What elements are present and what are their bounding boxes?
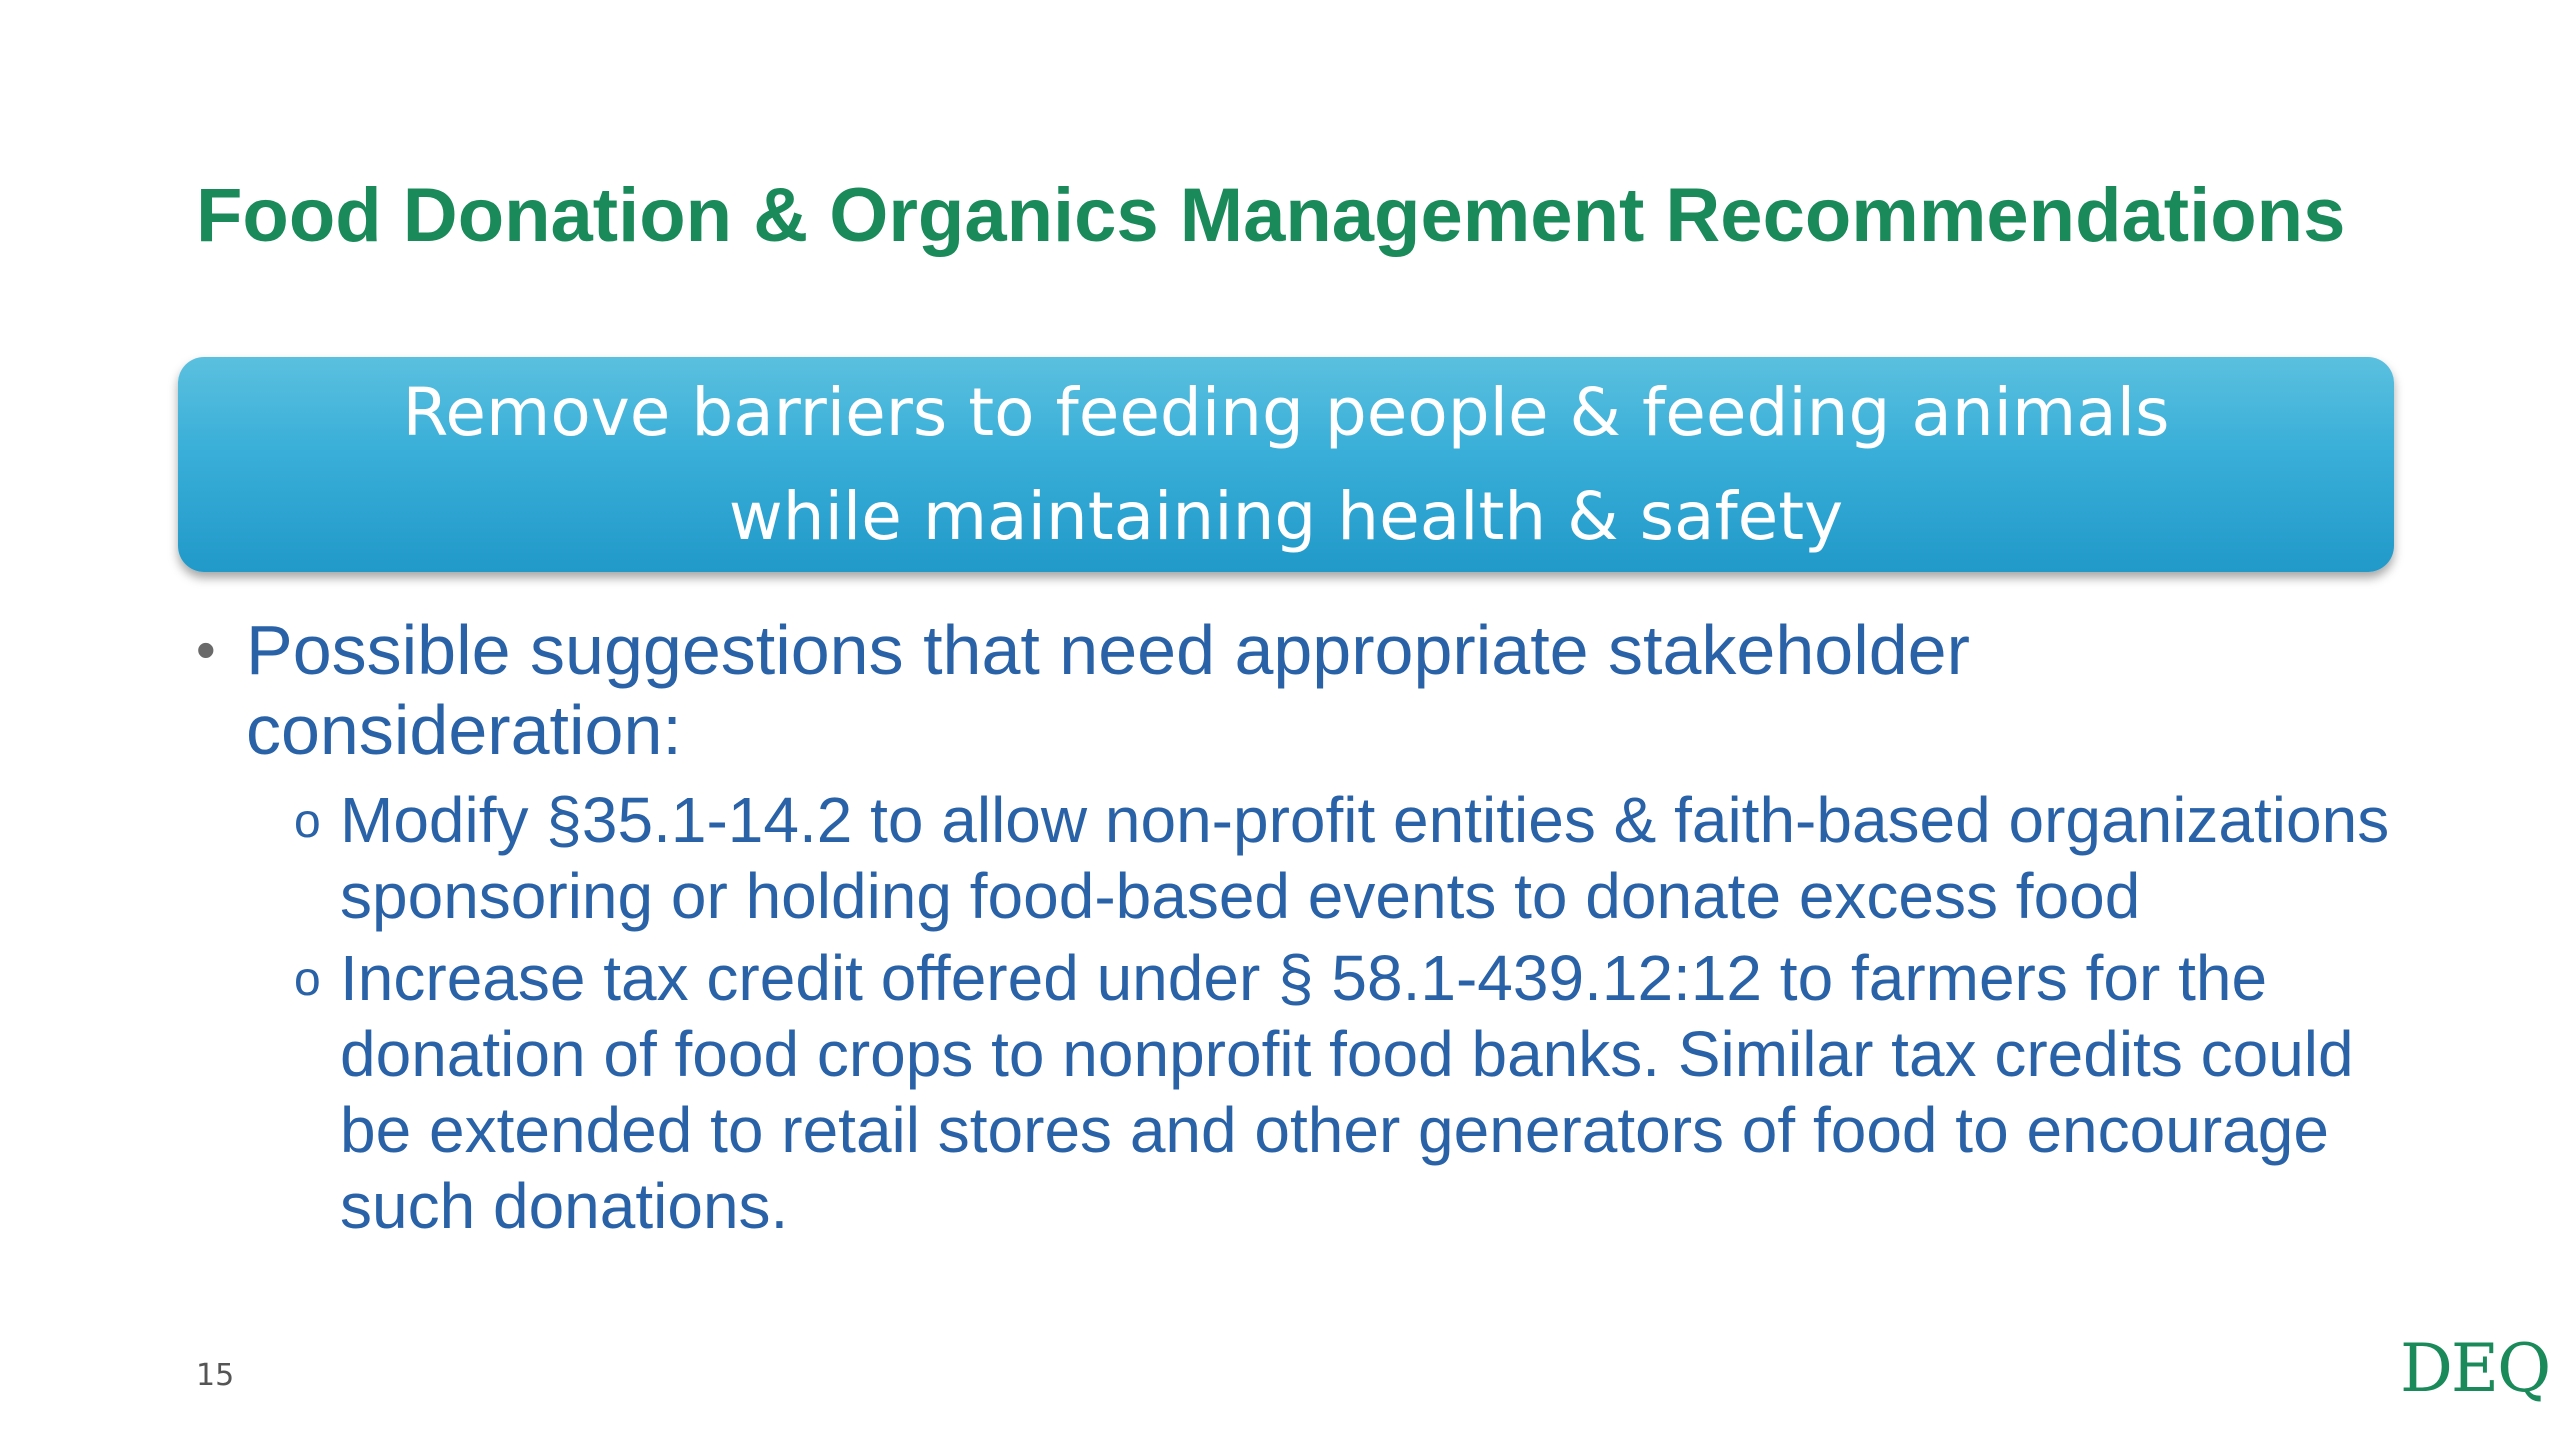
bullet-list — [190, 610, 2410, 1250]
banner-line-1: Remove barriers to feeding people & feeding animals — [402, 373, 2170, 451]
slide-title: Food Donation & Organics Management Recommendations — [196, 173, 2346, 258]
circle-bullet-icon: o — [294, 795, 321, 848]
sub-bullet-item — [190, 940, 2410, 1244]
circle-bullet-icon: o — [294, 953, 321, 1006]
banner — [178, 357, 2394, 572]
bullet-item — [190, 610, 2410, 770]
page-number: 15 — [196, 1358, 235, 1393]
sub-bullet-item — [190, 782, 2410, 934]
bullet-text: Possible suggestions that need appropriate stakeholder consideration: — [246, 611, 1970, 769]
banner-line-2: while maintaining health & safety — [728, 477, 1844, 555]
deq-logo: DEQ — [2400, 1330, 2550, 1407]
bullet-dot-icon: • — [196, 618, 216, 681]
sub-bullet-list — [190, 782, 2410, 1244]
sub-bullet-text: Increase tax credit offered under § 58.1-439.12:12 to farmers for the donation of food crops to nonprofit food banks. Similar tax credits could be extended to retail stores and other generators of food to encourage such donations. — [340, 942, 2354, 1242]
sub-bullet-text: Modify §35.1-14.2 to allow non-profit entities & faith-based organizations sponsoring or holding food-based events to donate excess food — [340, 784, 2390, 932]
